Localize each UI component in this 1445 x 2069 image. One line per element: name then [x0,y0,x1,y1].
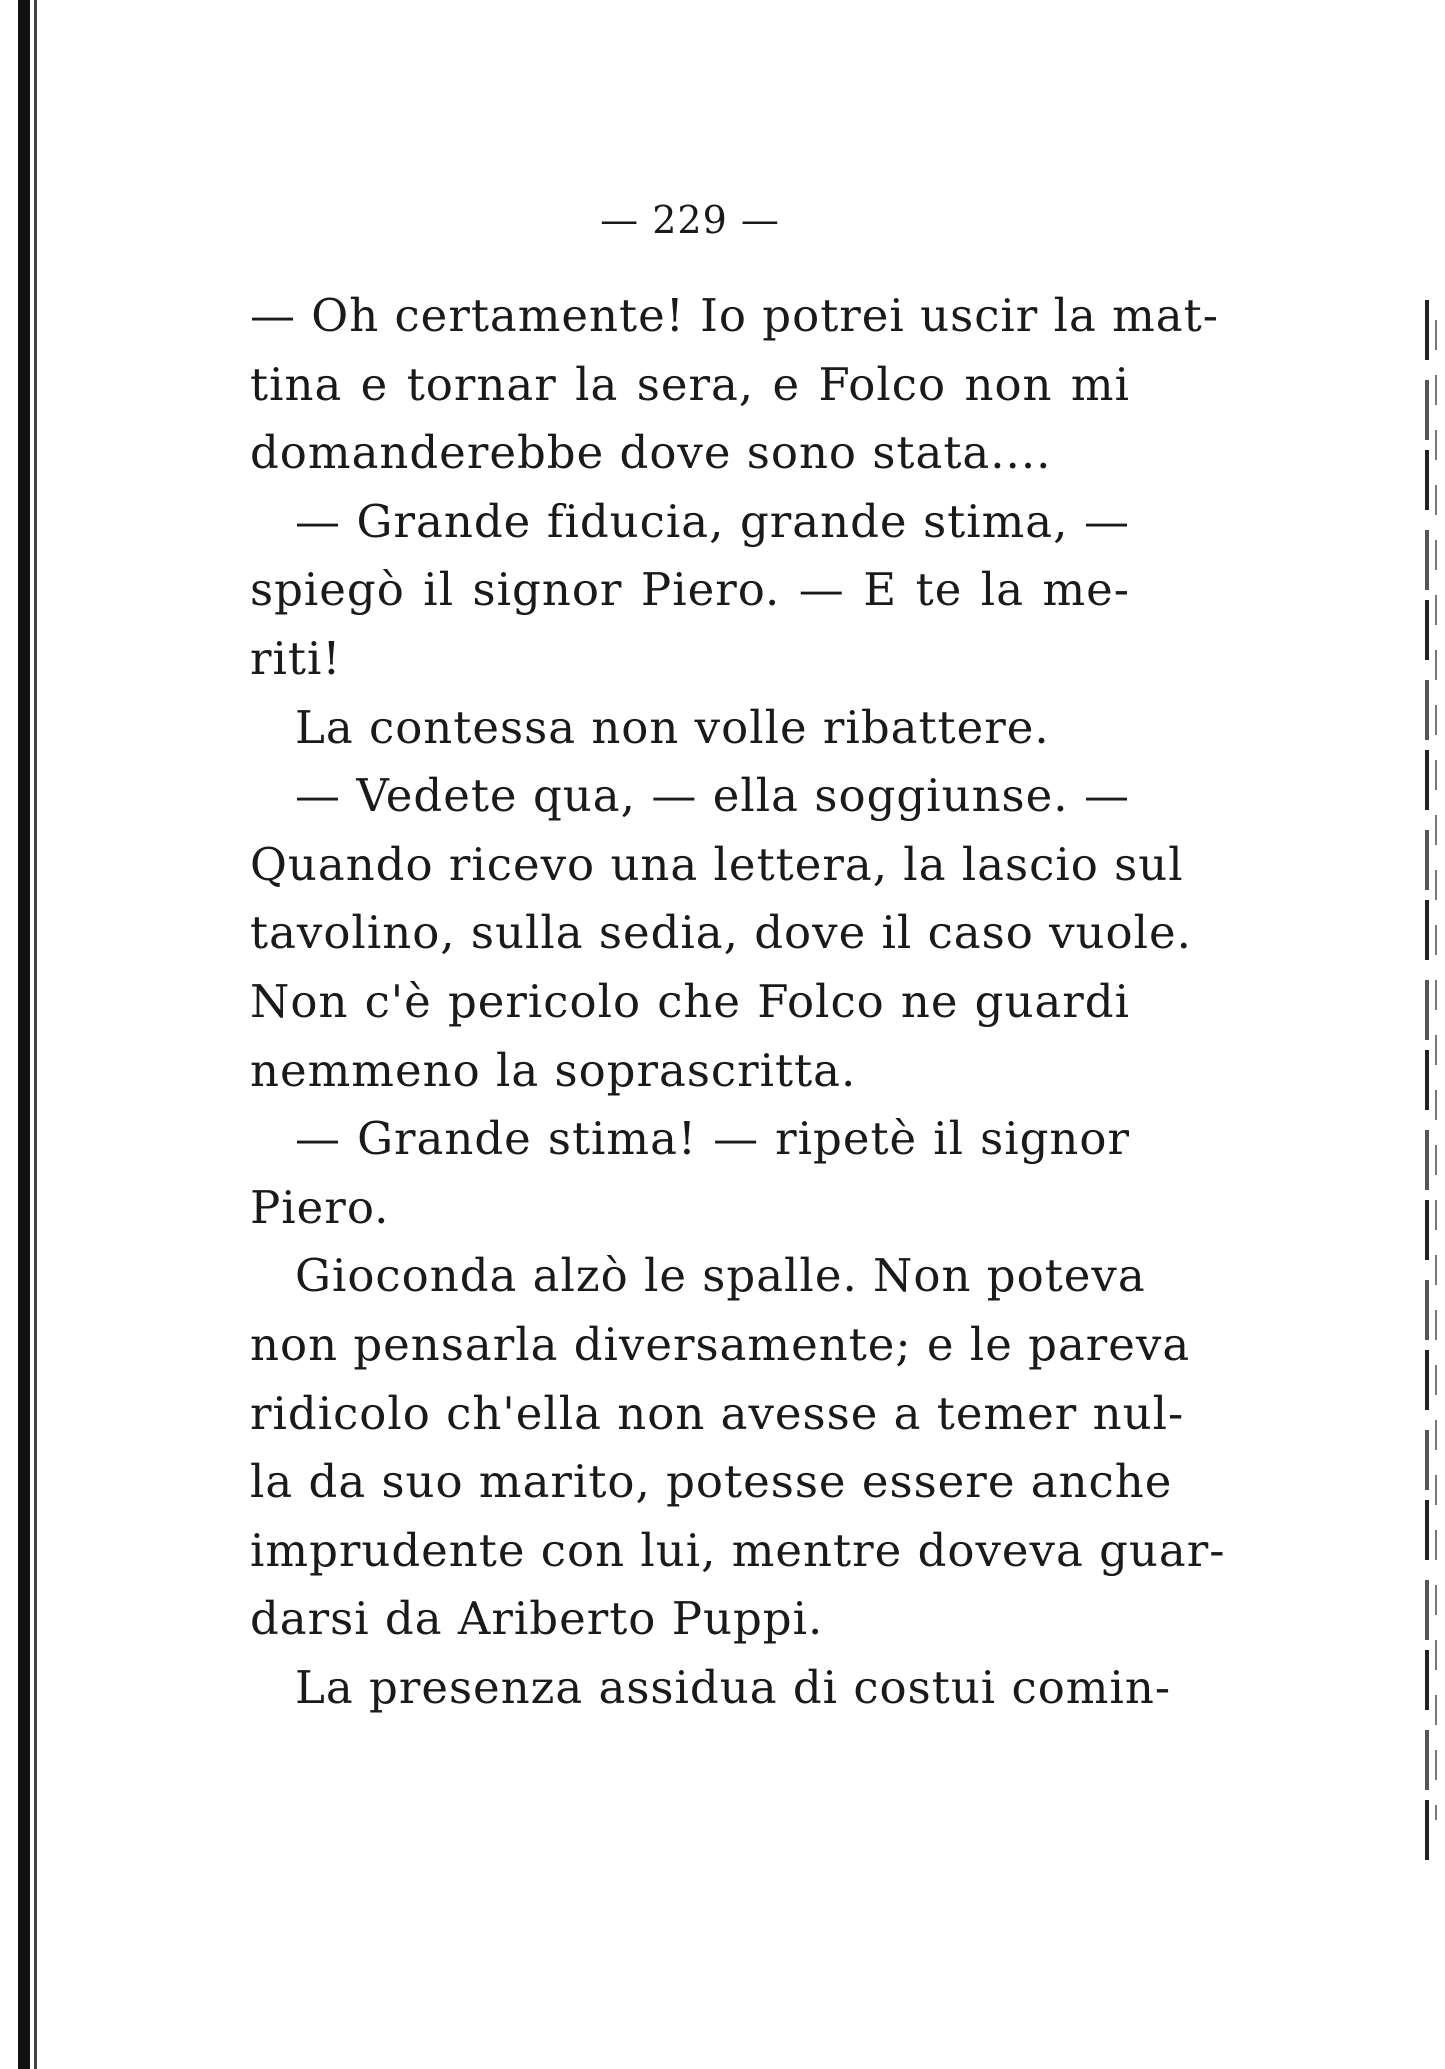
text-line: riti! [250,631,342,685]
text-line: darsi da Ariberto Puppi. [250,1592,824,1646]
page-number: — 229 — [600,198,780,242]
scan-left-edge-thin [34,0,37,2069]
text-line: ridicolo ch'ella non avesse a temer nul- [250,1386,1185,1440]
text-line: imprudente con lui, mentre doveva guar- [250,1523,1226,1577]
body-text [250,282,1226,1722]
text-line: La contessa non volle ribattere. [295,700,1050,754]
text-line: Gioconda alzò le spalle. Non poteva [295,1249,1146,1303]
text-line: — Grande stima! — ripetè il signor [295,1112,1130,1166]
text-line: Quando ricevo una lettera, la lascio sul [250,837,1184,891]
scan-right-edge-dots [1435,320,1437,1820]
text-line: la da suo marito, potesse essere anche [250,1455,1173,1509]
text-line: Piero. [250,1180,390,1234]
text-line: spiegò il signor Piero. — E te la me- [250,563,1130,617]
text-line: nemmeno la soprascritta. [250,1043,857,1097]
text-line: non pensarla diversamente; e le pareva [250,1317,1191,1371]
text-line: La presenza assidua di costui comin- [295,1660,1172,1714]
text-line: domanderebbe dove sono stata.... [250,426,1052,480]
text-line: — Oh certamente! Io potrei uscir la mat- [250,289,1219,342]
text-line: — Vedete qua, — ella soggiunse. — [295,769,1130,823]
scan-right-edge [1425,300,1429,1860]
scan-left-edge [18,0,30,2069]
text-line: — Grande fiducia, grande stima, — [295,494,1130,548]
text-line: Non c'è pericolo che Folco ne guardi [250,974,1130,1028]
text-line: tavolino, sulla sedia, dove il caso vuole. [250,906,1192,960]
text-line: tina e tornar la sera, e Folco non mi [250,357,1130,411]
